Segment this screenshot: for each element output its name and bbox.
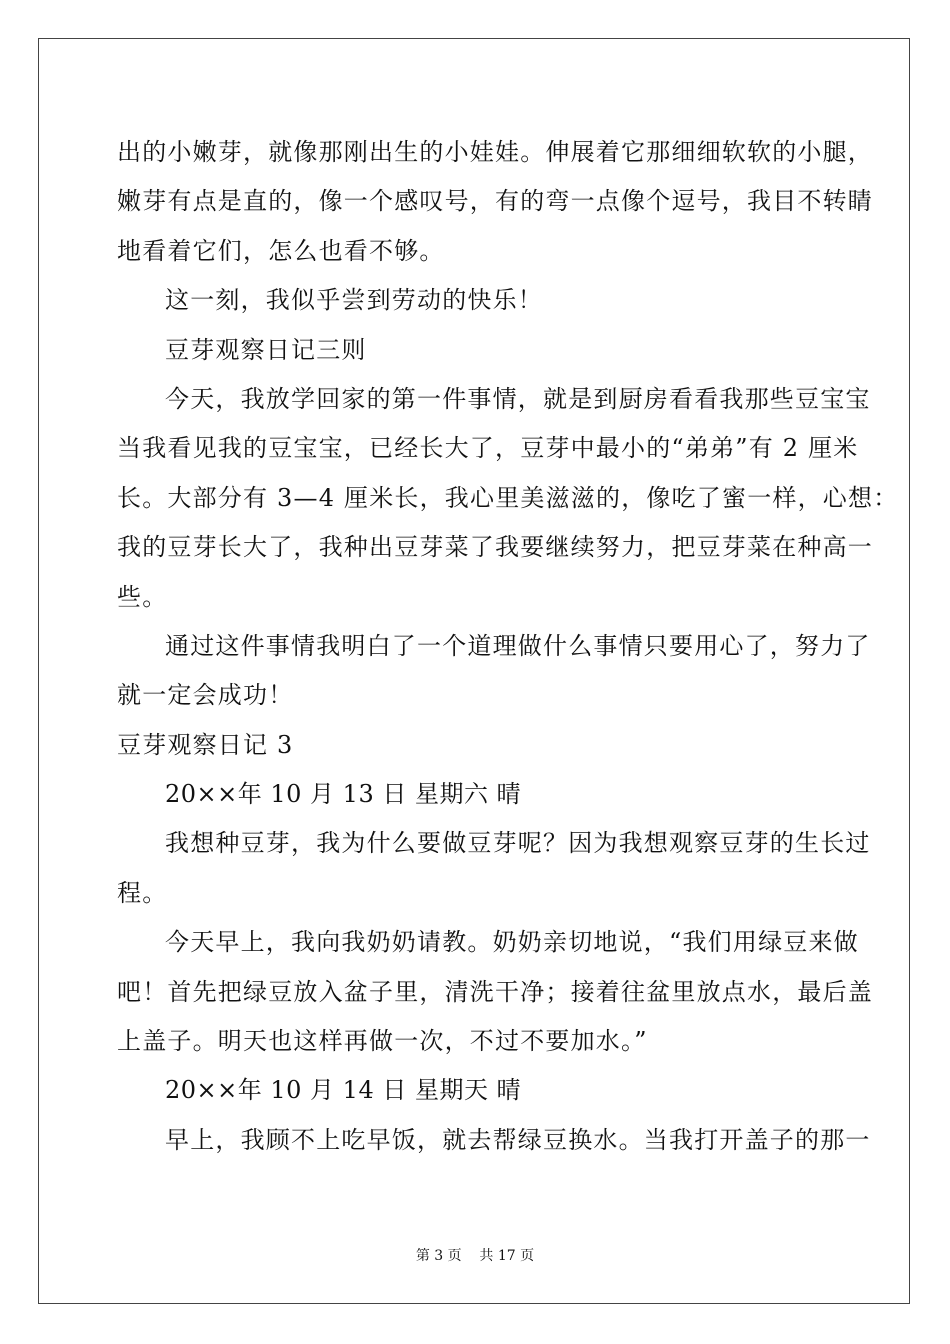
diary-date-line: 20××年 10 月 14 日 星期天 晴 (165, 1076, 522, 1105)
paragraph-line: 通过这件事情我明白了一个道理做什么事情只要用心了，努力了 (165, 631, 871, 660)
paragraph-line: 我的豆芽长大了，我种出豆芽菜了我要继续努力，把豆芽菜在种高一 (117, 533, 873, 562)
paragraph-line: 吧！首先把绿豆放入盆子里，清洗干净；接着往盆里放点水，最后盖 (117, 977, 873, 1006)
paragraph-line: 我想种豆芽，我为什么要做豆芽呢？因为我想观察豆芽的生长过 (165, 829, 871, 858)
paragraph-line: 这一刻，我似乎尝到劳动的快乐！ (165, 286, 543, 315)
page-number-footer: 第 3 页 共 17 页 (415, 1248, 535, 1264)
paragraph-line: 上盖子。明天也这样再做一次，不过不要加水。” (117, 1027, 648, 1056)
paragraph-line: 早上，我顾不上吃早饭，就去帮绿豆换水。当我打开盖子的那一 (165, 1125, 871, 1154)
paragraph-line: 嫩芽有点是直的，像一个感叹号，有的弯一点像个逗号，我目不转睛 (117, 187, 873, 216)
paragraph-line: 程。 (117, 878, 168, 907)
paragraph-line: 今天，我放学回家的第一件事情，就是到厨房看看我那些豆宝宝 (165, 384, 871, 413)
diary-date-line: 20××年 10 月 13 日 星期六 晴 (165, 780, 522, 809)
section-heading: 豆芽观察日记 3 (117, 730, 294, 759)
paragraph-line: 出的小嫩芽，就像那刚出生的小娃娃。伸展着它那细细软软的小腿， (117, 138, 873, 166)
paragraph-line: 地看着它们，怎么也看不够。 (117, 236, 445, 265)
paragraph-line: 就一定会成功！ (117, 681, 294, 710)
paragraph-line: 今天早上，我向我奶奶请教。奶奶亲切地说，“我们用绿豆来做 (165, 928, 859, 957)
document-body (117, 128, 899, 1165)
paragraph-line: 长。大部分有 3—4 厘米长，我心里美滋滋的，像吃了蜜一样，心想： (117, 483, 899, 512)
paragraph-line: 当我看见我的豆宝宝，已经长大了，豆芽中最小的“弟弟”有 2 厘米 (117, 434, 859, 463)
section-heading: 豆芽观察日记三则 (165, 335, 367, 364)
paragraph-line: 些。 (117, 582, 168, 611)
